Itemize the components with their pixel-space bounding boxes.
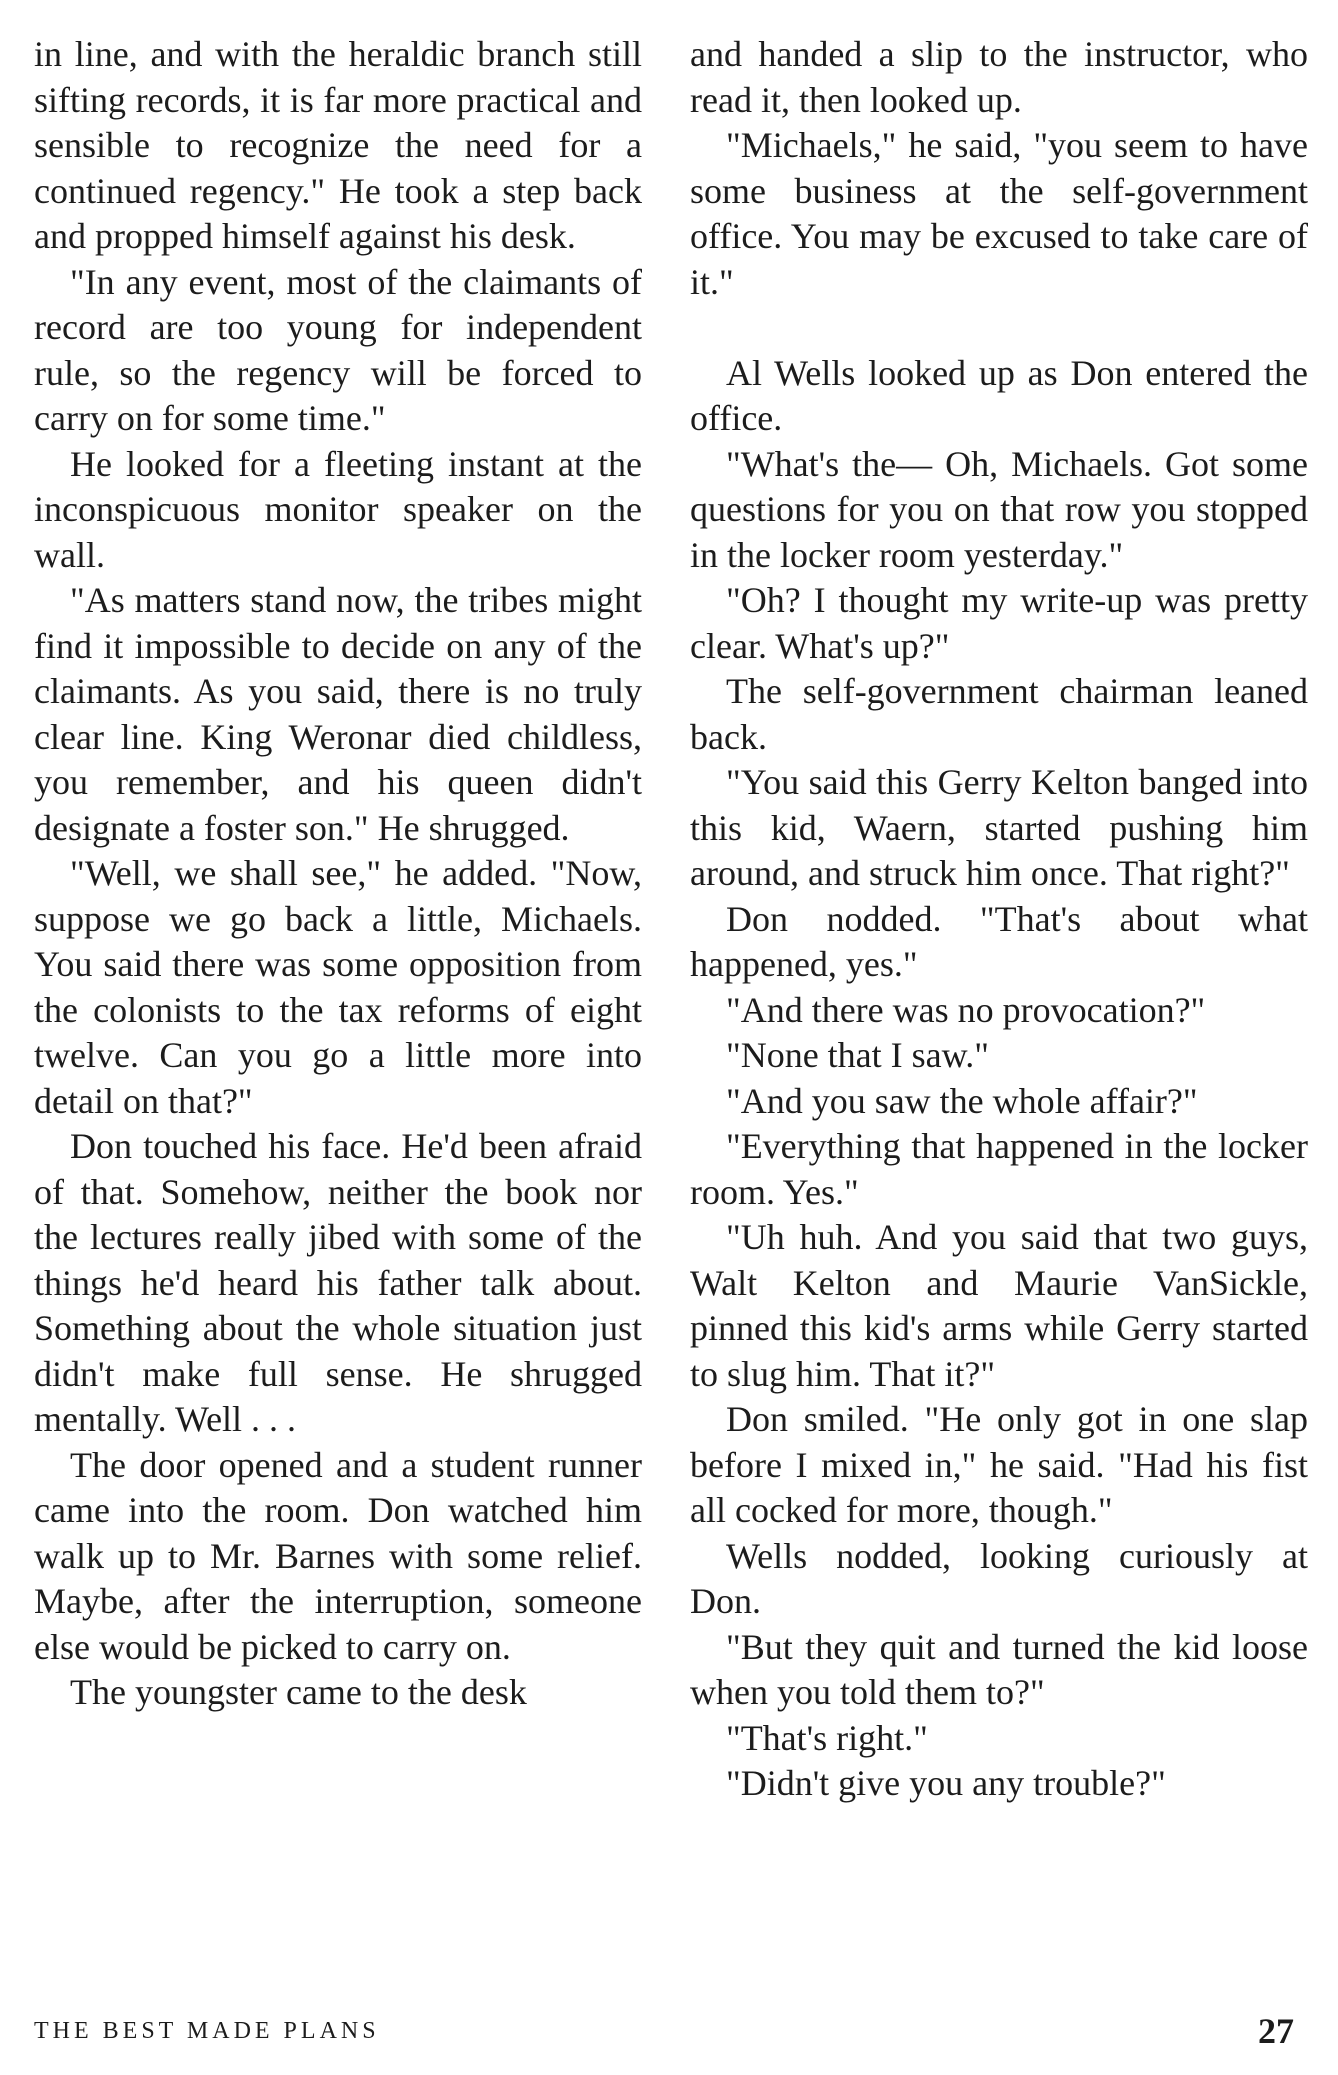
paragraph: "Everything that happened in the locker room. Yes." — [690, 1126, 1308, 1212]
paragraph: Wells nodded, looking curiously at Don. — [690, 1535, 1308, 1621]
paragraph: "None that I saw." — [726, 1035, 989, 1075]
paragraph: "As matters stand now, the tribes might find it impossible to decide on any of the claimants. As you said, there is no truly clear line. King Weronar died childless, you remember, and his queen didn't designate a foster son." He shrugged. — [34, 580, 642, 848]
paragraph: The youngster came to the desk — [70, 1672, 527, 1712]
paragraph: Don touched his face. He'd been afraid of that. Somehow, neither the book nor the lectures really jibed with some of the things he'd heard his father talk about. Something about the whole situation just didn't make full sense. He shrugged mentally. Well . . . — [34, 1126, 642, 1439]
paragraph: The self-government chairman leaned back. — [690, 671, 1308, 757]
paragraph: "That's right." — [726, 1717, 928, 1758]
paragraph: Don nodded. "That's about what happened, yes." — [690, 898, 1308, 984]
right-column — [690, 32, 1308, 1807]
paragraph: "And you saw the whole affair?" — [726, 1080, 1198, 1121]
paragraph: in line, and with the heraldic branch still sifting records, it is far more practical and sensible to recognize the need for a continued regency." He took a step back and propped himself against his desk. — [34, 34, 642, 256]
paragraph: Don smiled. "He only got in one slap before I mixed in," he said. "Had his fist all cocked for more, though." — [690, 1399, 1308, 1530]
paragraph: "What's the— Oh, Michaels. Got some questions for you on that row you stopped in the locker room yesterday." — [690, 443, 1308, 575]
paragraph: "Michaels," he said, "you seem to have some business at the self-government office. You may be excused to take care of it." — [690, 125, 1308, 302]
page-number: 27 — [1258, 2011, 1294, 2051]
paragraph: "Oh? I thought my write-up was pretty clear. What's up?" — [690, 580, 1308, 666]
paragraph: "In any event, most of the claimants of record are too young for independent rule, so the regency will be forced to carry on for some time." — [34, 261, 642, 438]
paragraph: "Uh huh. And you said that two guys, Walt Kelton and Maurie VanSickle, pinned this kid's arms while Gerry started to slug him. That it?" — [690, 1217, 1308, 1394]
paragraph: Al Wells looked up as Don entered the office. — [690, 352, 1308, 438]
paragraph: He looked for a fleeting instant at the inconspicuous monitor speaker on the wall. — [34, 443, 642, 575]
paragraph: "And there was no provocation?" — [726, 989, 1206, 1030]
paragraph: "Didn't give you any trouble?" — [726, 1763, 1166, 1803]
section-break — [690, 305, 1308, 351]
paragraph: "But they quit and turned the kid loose when you told them to?" — [690, 1626, 1308, 1712]
page-footer — [34, 2011, 1304, 2058]
paragraph: and handed a slip to the instructor, who read it, then looked up. — [690, 34, 1308, 120]
paragraph: "You said this Gerry Kelton banged into this kid, Waern, started pushing him around, and struck him once. That right?" — [690, 762, 1308, 893]
running-title: THE BEST MADE PLANS — [34, 2018, 380, 2044]
paragraph: The door opened and a student runner came into the room. Don watched him walk up to Mr. Barnes with some relief. Maybe, after the interruption, someone else would be picked to carry on. — [34, 1444, 642, 1667]
paragraph: "Well, we shall see," he added. "Now, suppose we go back a little, Michaels. You said there was some opposition from the colonists to the tax reforms of eight twelve. Can you go a little more into detail on that?" — [34, 853, 642, 1121]
left-column — [34, 32, 642, 1716]
